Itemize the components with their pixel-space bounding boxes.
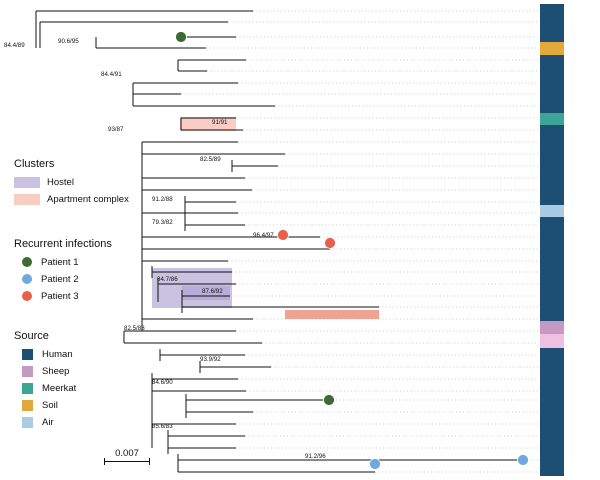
scale-bar-line — [104, 461, 150, 462]
source-color-strip — [540, 4, 564, 476]
branch-support-label: 90.6/95 — [58, 38, 79, 45]
source-strip-segment — [540, 205, 564, 217]
branch-support-label: 91/91 — [212, 119, 228, 126]
patient-1-color-dot — [22, 257, 32, 267]
branch-support-label: 84.7/86 — [157, 276, 178, 283]
branch-support-label: 84.4/89 — [4, 42, 25, 49]
clusters-legend — [14, 158, 129, 208]
legend-item-patient-3 — [14, 288, 112, 304]
source-strip-segment — [540, 34, 564, 42]
patient-2-marker-left — [370, 459, 381, 470]
source-strip-segment — [540, 217, 564, 321]
patient-3-marker-left — [278, 230, 289, 241]
branch-support-label: 91.2/88 — [152, 196, 173, 203]
patient-2-marker-right — [518, 455, 529, 466]
legend-label-hostel: Hostel — [47, 176, 74, 188]
branch-support-label: 85.6/83 — [152, 423, 173, 430]
source-legend — [14, 330, 76, 431]
legend-item-patient-1 — [14, 254, 112, 270]
clusters-legend-title: Clusters — [14, 158, 55, 170]
branch-support-label: 93/87 — [108, 126, 124, 133]
air-color-square — [22, 417, 33, 428]
apartment-complex-highlight-2 — [285, 310, 379, 319]
source-legend-title: Source — [14, 330, 49, 342]
source-strip-segment — [540, 4, 564, 34]
legend-label-human: Human — [42, 348, 73, 360]
legend-item-air — [14, 414, 76, 430]
patient-3-color-dot — [22, 291, 32, 301]
patient-3-marker-right — [325, 238, 336, 249]
legend-label-meerkat: Meerkat — [42, 382, 77, 394]
legend-item-hostel — [14, 174, 129, 190]
recurrent-legend-title: Recurrent infections — [14, 238, 112, 250]
source-strip-segment — [540, 113, 564, 125]
meerkat-color-square — [22, 383, 33, 394]
human-color-square — [22, 349, 33, 360]
legend-item-soil — [14, 397, 76, 413]
dotted-guides-layer — [181, 11, 538, 472]
legend-label-apartment-complex: Apartment complex — [47, 193, 129, 205]
legend-item-patient-2 — [14, 271, 112, 287]
source-strip-segment — [540, 55, 564, 113]
source-strip-segment — [540, 321, 564, 334]
legend-label-soil: Soil — [42, 399, 58, 411]
legend-label-air: Air — [42, 416, 54, 428]
cluster-highlight-layer — [152, 117, 379, 319]
legend-item-human — [14, 346, 76, 362]
source-strip-segment — [540, 334, 564, 348]
branch-support-label: 84.6/90 — [152, 379, 173, 386]
source-strip-segment — [540, 125, 564, 205]
hostel-color-swatch — [14, 177, 40, 188]
branch-support-label: 93.9/92 — [200, 356, 221, 363]
sheep-color-square — [22, 366, 33, 377]
scale-bar — [104, 448, 150, 462]
legend-item-sheep — [14, 363, 76, 379]
soil-color-square — [22, 400, 33, 411]
branch-support-label: 84.4/91 — [101, 71, 122, 78]
legend-label-patient-3: Patient 3 — [41, 290, 79, 302]
legend-label-patient-2: Patient 2 — [41, 273, 79, 285]
branch-support-label: 91.2/96 — [305, 453, 326, 460]
apartment-complex-color-swatch — [14, 194, 40, 205]
patient-2-color-dot — [22, 274, 32, 284]
patient-1-marker-top — [176, 32, 187, 43]
branch-support-label: 82.5/88 — [124, 325, 145, 332]
legend-label-patient-1: Patient 1 — [41, 256, 79, 268]
branch-support-label: 87.6/92 — [202, 288, 223, 295]
apartment-complex-highlight-1 — [180, 117, 236, 131]
patient-1-marker-bottom — [324, 395, 335, 406]
recurrent-infections-legend — [14, 238, 112, 305]
legend-item-meerkat — [14, 380, 76, 396]
recurrent-infection-markers — [176, 32, 529, 470]
scale-bar-label: 0.007 — [115, 448, 139, 459]
legend-item-apartment-complex — [14, 191, 129, 207]
legend-label-sheep: Sheep — [42, 365, 70, 377]
source-strip-segment — [540, 42, 564, 55]
branch-support-label: 79.3/82 — [152, 219, 173, 226]
branch-support-label: 82.5/89 — [200, 156, 221, 163]
branch-support-label: 96.4/97 — [253, 232, 274, 239]
source-strip-segment — [540, 348, 564, 476]
